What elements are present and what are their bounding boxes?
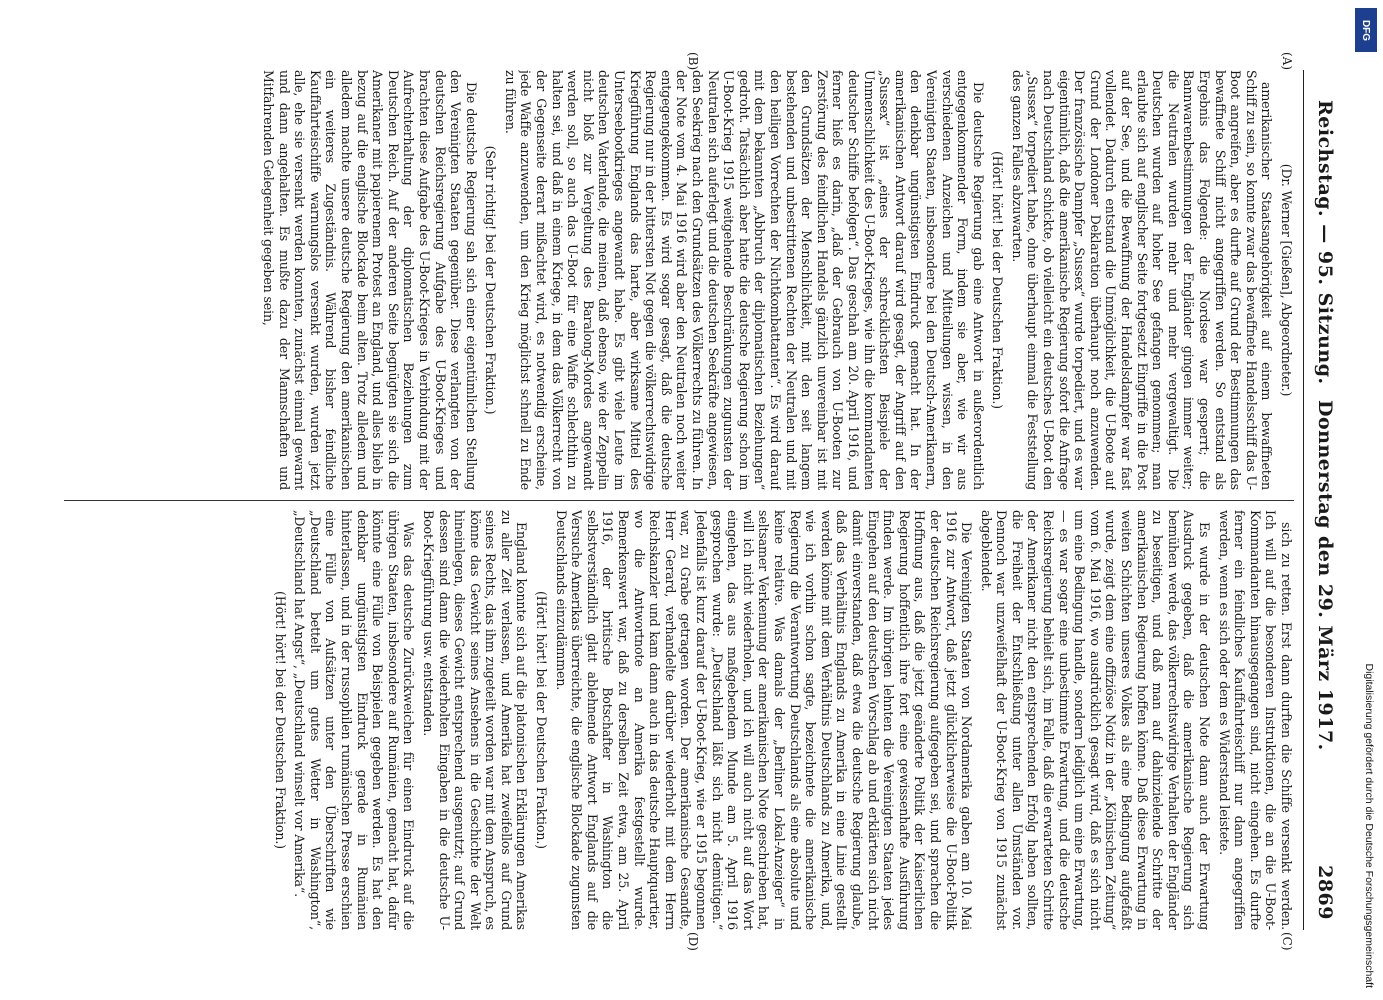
paragraph: Was das deutsche Zurückweichen für einen Eindruck auf die übrigen Staaten, insbesondere auf Rumänien, gemacht hat, dafür könnte eine Fülle von Beispielen gegeben werden. Es hat den denkbar ungünstigsten Eindruck gerade in Rumänien hinterlassen, und in der russophilen rumänischen Presse erschien eine Fülle von Aufsätzen unter den Überschriften wie „Deutschland bettelt um gutes Wetter in Washington“, „Deutschland hat Angst“, „Deutschland winselt vor Amerika“.	[292, 510, 417, 930]
paragraph: (Hört! hört! bei der Deutschen Fraktion.)	[534, 591, 550, 849]
marker-b: (B)	[686, 52, 700, 71]
marker-a: (A)	[1280, 52, 1294, 71]
column-divider	[64, 500, 1294, 501]
right-column	[64, 510, 1294, 930]
page-header	[1302, 70, 1342, 930]
paragraph: (Sehr richtig! bei der Deutschen Fraktion.)	[483, 145, 499, 415]
paragraph: England konnte sich auf die platonischen Erklärungen Amerikas zu aller Zeit verlassen, und Amerika hat zweifellos auf Grund seines Rechts, das ihm zugeteilt worden war mit dem Anspruch, es könne das Gewicht seines Ansehens in die Geschichte der Welt hineinlegen, dieses Gewicht entsprechend ausgenutzt; auf Grund dessen sind dann die wiederholten Eingaben in die deutsche U-Boot-Kriegführung usw. entstanden.	[420, 510, 530, 930]
page-number: 2869	[1314, 865, 1336, 920]
marker-d: (D)	[686, 932, 700, 951]
paragraph: Die Vereinigten Staaten von Nordamerika gaben am 10. Mai 1916 zur Antwort, daß jetzt glücklicherweise die U-Boot-Politik der deutschen Reichsregierung aufgegeben sei, und sprachen die Hoffnung aus, daß die jetzt geänderte Politik der Kaiserlichen Regierung hoffentlich ihre fort eine gewissenhafte Ausführung finden werde. Im übrigen lehnten die Vereinigten Staaten jedes Eingehen auf den deutschen Vorschlag ab und erklärten sich nicht damit einverstanden, daß etwa die deutsche Regierung glaube, daß das Verhältnis Englands zu Amerika in eine Linie gestellt werden könne mit dem Verhältnis Deutschlands zu Amerika, und, wie ich vorhin schon sagte, bezeichnete die amerikanische Regierung die Verantwortung Deutschlands als eine absolute und keine relative. Was damals der „Berliner Lokal-Anzeiger“ in seltsamer Verkennung der amerikanischen Note geschrieben hat, will ich nicht wiederholen, und ich will auch nicht auf das Wort eingehen, das aus maßgebendem Munde am 5. April 1916 gesprochen wurde: „Deutschland läßt sich nicht demütigen.“ Jedenfalls ist kurz darauf der U-Boot-Krieg, wie er 1915 begonnen war, zu Grabe getragen worden. Der amerikanische Gesandte, Herr Gerard, verhandelte darüber wiederholt mit dem Herrn Reichskanzler und kam dann auch in das deutsche Hauptquartier, wo die Antwortnote an Amerika festgestellt wurde. Bemerkenswert war, daß zu derselben Zeit etwa, am 25. April 1916, der britische Botschafter in Washington die selbstverständlich glatt ablehnende Antwort Englands auf die Versuche Amerikas überreichte, die englische Blockade zugunsten Deutschlands einzudämmen.	[553, 510, 975, 930]
paragraph: (Hört! hört! bei der Deutschen Fraktion.)	[990, 151, 1006, 409]
paragraph: Die deutsche Regierung gab eine Antwort in außerordentlich entgegenkommender Form, indem sie aber, wie wir aus verschiedenen Anzeichen und Mitteilungen wissen, in den Vereinigten Staaten, insbesondere bei den Deutsch-Amerikanern, den denkbar ungünstigsten Eindruck gemacht hat. In der amerikanischen Antwort darauf wird gesagt, der Angriff auf den „Sussex“ ist „eines der schrecklichsten Beispiele der Unmenschlichkeit des U-Boot-Krieges, wie ihn die kommandanten deutscher Schiffe befolgen“. Das geschah am 20. April 1916, und ferner hieß es darin, „daß der Gebrauch von U-Booten zur Zerstörung des feindlichen Handels gänzlich unvereinbar ist mit den Grundsätzen der Menschlichkeit, mit den seit langem bestehenden und unbestrittenen Rechten der Neutralen und mit den heiligen Vorrechten der Nichtkombattanten“. Es wird darauf mit dem bekannten „Abbruch der diplomatischen Beziehungen“ gedroht. Tatsächlich aber hatte die deutsche Regierung schon im U-Boot-Krieg 1915 weitgehende Beschränkungen zugunsten der Neutralen sich auferlegt und die deutschen Seekräfte angewiesen, den Seekrieg nach den Grundsätzen des Völkerrechts zu führen. In der Note vom 4. Mai 1916 wird aber den Neutralen noch weiter entgegengekommen. Es wird sogar gesagt, daß die deutsche Regierung nur in der bittersten Not gegen die völkerrechtswidrige Kriegführung Englands das harte, aber wirksame Mittel des Unterseebootkrieges angewandt habe. Es gibt viele Leute im deutschen Vaterlande, die meinen, daß ebenso, wie der Zeppelin nicht bloß zur Vergeltung des Baralong-Mordes angewandt werden soll, so auch das U-Boot für eine Waffe schlechthin zu halten sei, und daß in einem Kriege, in dem das Völkerrecht von der Gegenseite derart mißachtet wird, es notwendig erscheine, jede Waffe anzuwenden, um den Krieg möglichst schnell zu Ende zu führen.	[502, 70, 986, 490]
header-left: Reichstag. — 95. Sitzung.	[1314, 100, 1336, 385]
digitization-note	[1353, 0, 1383, 1000]
left-column	[64, 70, 1294, 490]
header-rule	[1303, 70, 1304, 930]
paragraph: Es wurde in der deutschen Note dann auch der Erwartung Ausdruck gegeben, daß die amerikanische Regierung sich bemühen werde, das völkerrechtswidrige Verhalten der Engländer zu beseitigen, und daß man auf dahinzielende Schritte der amerikanischen Regierung hoffen könne. Daß diese Erwartung in weiten Schichten unseres Volkes als eine Bedingung aufgefaßt wurde, zeigt dem eine offiziöse Notiz in der „Kölnischen Zeitung“ vom 6. Mai 1916, wo ausdrücklich gesagt wird, daß es sich nicht um eine Bedingung handle, sondern lediglich um eine Erwartung, — es war sogar eine unbestimmte Erwartung, und die deutsche Reichsregierung behielt sich, im Falle, daß die erwarteten Schritte der Amerikaner nicht den entsprechenden Erfolg haben sollten, die Freiheit der Entschließung unter allen Umständen vor. Dennoch war unzweifelhaft der U-Boot-Krieg von 1915 zunächst abgeblendet.	[978, 510, 1213, 930]
digitization-text: Digitalisierung gefördert durch die Deutsche Forschungsgemeinschaft	[1363, 663, 1375, 988]
dfg-logo	[1355, 8, 1377, 52]
paragraph: (Hört! hört! bei der Deutschen Fraktion.)	[272, 591, 288, 849]
paragraph: Die deutsche Regierung sah sich einer eigentümlichen Stellung den Vereinigten Staaten gegenüber. Diese verlangten von der deutschen Reichsregierung Aufgabe des U-Boot-Krieges und brachten diese Aufgabe des U-Boot-Krieges in Verbindung mit der Aufrechterhaltung der diplomatischen Beziehungen zum Deutschen Reich. Auf der anderen Seite begnügten sie sich die Amerikaner mit papierenem Protest an England, und alles blieb in bezug auf die englische Blockade beim alten. Trotz alledem und alledem machte unsere deutsche Regierung den amerikanischen ein weiteres Zugeständnis. Während bisher feindliche Kauffahrteischiffe warnungslos versenkt wurden, wurden jetzt alle, ehe sie versenkt werden konnten, zunächst einmal gewarnt und dann angehalten. Es mußte dazu der Mannschaften und Mitfahrenden Gelegenheit gegeben sein,	[261, 70, 479, 490]
rotated-page-content	[50, 50, 1350, 950]
paragraph: sich zu retten. Erst dann durften die Schiffe versenkt werden. Ich will auf die besonderen Instruktionen, die an die U-Boot-Kommandanten hinausgegangen sind, nicht eingehen. Es durfte ferner ein feindliches Kauffahrteischiff nur dann angegriffen werden, wenn es sich oder dem es Widerstand leistete.	[1216, 510, 1294, 930]
marker-c: (C)	[1280, 932, 1294, 951]
paragraph: amerikanischer Staatsangehörigkeit auf einem bewaffneten Schiff zu sein, so konnte zwar das bewaffnete Handelsschiff das U-Boot angreifen, aber es durfte auf Grund der Bestimmungen das bewaffnete Schiff nicht angegriffen werden. So entstand als Ergebnis das Folgende: die Nordsee war gesperrt; die Bannwarenbestimmungen der Engländer gingen immer weiter; die Neutralen wurden mehr und mehr vergewaltigt. Die Deutschen wurden auf hoher See gefangen genommen; man erlaubte sich auf englischer Seite fortgesetzt Eingriffe in die Post auf der See, und die Bewaffnung der Handelsdampfer war fast vollendet. Dadurch entstand die Unmöglichkeit, die U-Boote auf Grund der Londoner Deklaration überhaupt noch anzuwenden. Der französische Dampfer „Sussex“ wurde torpediert, und es war eigentümlich, daß die amerikanische Regierung sofort die Anfrage nach Deutschland schickte, ob vielleicht ein deutsches U-Boot den „Sussex“ torpediert habe, ohne überhaupt einmal die Feststellung des ganzen Falles abzuwarten.	[1009, 70, 1275, 490]
dfg-logo-text: DFG	[1360, 19, 1372, 41]
paragraph: (Dr. Werner [Gießen], Abgeordneter.)	[1279, 163, 1294, 397]
header-date: Donnerstag den 29. März 1917.	[1314, 400, 1336, 751]
scanned-page	[50, 50, 1350, 950]
